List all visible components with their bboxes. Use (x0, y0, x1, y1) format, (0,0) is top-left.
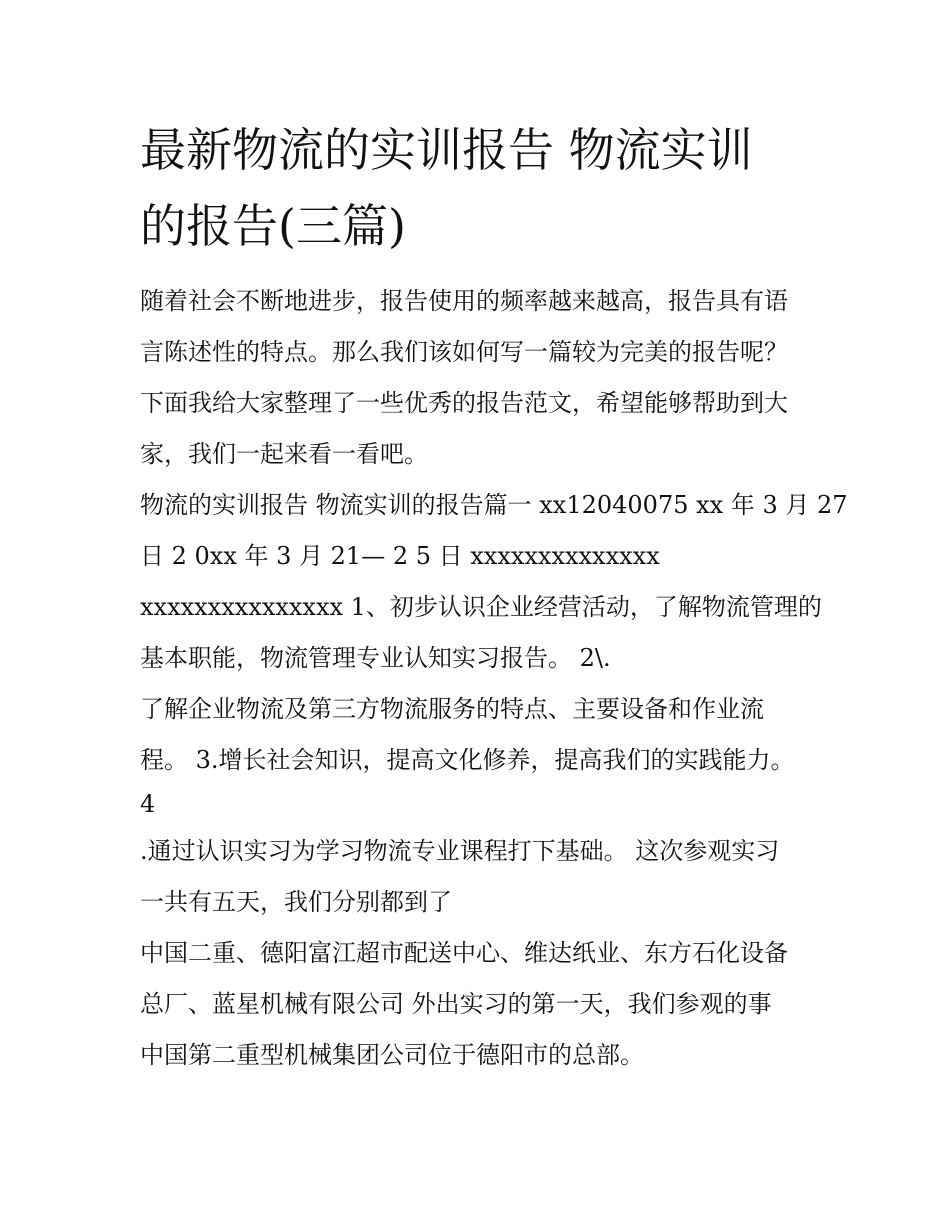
body-line-10: 程。 3.增长社会知识，提高文化修养，提高我们的实践能力。 (140, 746, 795, 774)
body-line-7: xxxxxxxxxxxxxxx 1、初步认识企业经营活动，了解物流管理的 (140, 593, 822, 621)
body-line-6: 日 2 0xx 年 3 月 21— 2 5 日 xxxxxxxxxxxxxx (140, 542, 660, 570)
body-line-11: 4 (140, 790, 156, 818)
body-line-12: .通过认识实习为学习物流专业课程打下基础。 这次参观实习 (140, 837, 780, 865)
body-line-16: 中国第二重型机械集团公司位于德阳市的总部。 (140, 1041, 644, 1069)
body-line-3: 下面我给大家整理了一些优秀的报告范文，希望能够帮助到大 (140, 389, 788, 417)
body-line-14: 中国二重、德阳富江超市配送中心、维达纸业、东方石化设备 (140, 939, 788, 967)
body-line-5: 物流的实训报告 物流实训的报告篇一 xx12040075 xx 年 3 月 27 (140, 491, 848, 519)
body-line-1: 随着社会不断地进步，报告使用的频率越来越高，报告具有语 (140, 287, 788, 315)
body-line-4: 家，我们一起来看一看吧。 (140, 440, 428, 468)
body-line-9: 了解企业物流及第三方物流服务的特点、主要设备和作业流 (140, 695, 764, 723)
body-line-13: 一共有五天，我们分别都到了 (140, 888, 452, 916)
body-line-8: 基本职能，物流管理专业认知实习报告。 2\. (140, 644, 611, 672)
title-line-2: 的报告(三篇) (140, 199, 406, 253)
document-title (140, 112, 830, 264)
title-line-1: 最新物流的实训报告 物流实训 (140, 123, 753, 177)
body-line-15: 总厂、蓝星机械有限公司 外出实习的第一天，我们参观的事 (140, 990, 772, 1018)
body-line-2: 言陈述性的特点。那么我们该如何写一篇较为完美的报告呢？ (140, 338, 788, 366)
